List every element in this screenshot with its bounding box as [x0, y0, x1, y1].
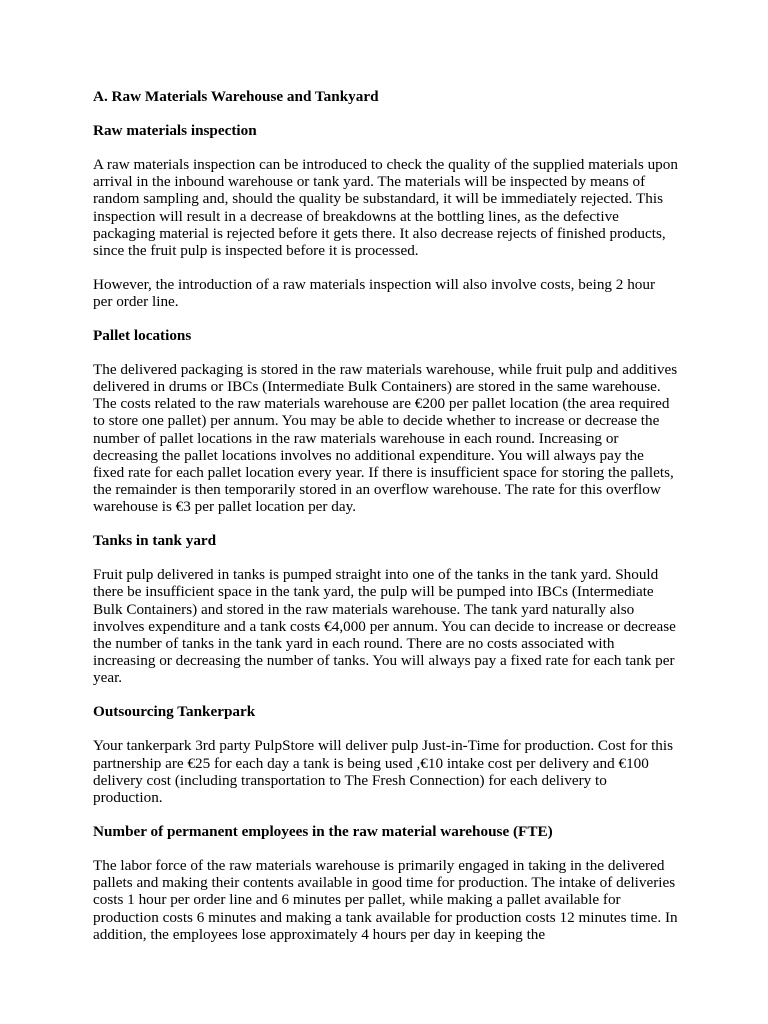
heading-raw-materials-inspection: Raw materials inspection	[93, 121, 257, 139]
paragraph-inspection-costs: However, the introduction of a raw materials inspection will also involve costs, being 2 hour per order line.	[93, 275, 656, 310]
section-heading: A. Raw Materials Warehouse and Tankyard	[93, 88, 379, 105]
paragraph-inspection-intro: A raw materials inspection can be introduced to check the quality of the supplied materials upon arrival in the inbound warehouse or tank yard. The materials will be inspected by means of random sampling and, should the quality be substandard, it will be immediately rejected. This inspection will result in a decrease of breakdowns at the bottling lines, as the defective packaging material is rejected before it gets there. It also decrease rejects of finished products, since the fruit pulp is inspected before it is processed.	[93, 155, 678, 259]
paragraph-tanks: Fruit pulp delivered in tanks is pumped straight into one of the tanks in the tank yard. Should there be insufficient space in the tank yard, the pulp will be pumped into IBCs (Intermediate Bulk Containers) and stored in the raw materials warehouse. The tank yard naturally also involves expenditure and a tank costs €4,000 per annum. You can decide to increase or decrease the number of tanks in the tank yard in each round. There are no costs associated with increasing or decreasing the number of tanks. You will always pay a fixed rate for each tank per year.	[93, 566, 676, 687]
heading-tanks-in-tank-yard: Tanks in tank yard	[93, 532, 217, 550]
heading-permanent-employees: Number of permanent employees in the raw material warehouse (FTE)	[93, 822, 553, 840]
heading-outsourcing-tankerpark: Outsourcing Tankerpark	[93, 703, 256, 721]
paragraph-employees: The labor force of the raw materials warehouse is primarily engaged in taking in the delivered pallets and making their contents available in good time for production. The intake of deliveries costs 1 hour per order line and 6 minutes per pallet, while making a pallet available for production costs 6 minutes and making a tank available for production costs 12 minutes time. In addition, the employees lose approximately 4 hours per day in keeping the	[93, 856, 678, 943]
heading-pallet-locations: Pallet locations	[93, 326, 192, 344]
paragraph-outsourcing: Your tankerpark 3rd party PulpStore will deliver pulp Just-in-Time for production. Cost for this partnership are €25 for each day a tank is being used ,€10 intake cost per delivery and €100 delivery cost (including transportation to The Fresh Connection) for each delivery to production.	[93, 737, 674, 806]
paragraph-pallet-locations: The delivered packaging is stored in the raw materials warehouse, while fruit pulp and additives delivered in drums or IBCs (Intermediate Bulk Containers) are stored in the same warehouse. The costs related to the raw materials warehouse are €200 per pallet location (the area required to store one pallet) per annum. You may be able to decide whether to increase or decrease the number of pallet locations in the raw materials warehouse in each round. Increasing or decreasing the pallet locations involves no additional expenditure. You will always pay the fixed rate for each pallet location every year. If there is insufficient space for storing the pallets, the remainder is then temporarily stored in an overflow warehouse. The rate for this overflow warehouse is €3 per pallet location per day.	[93, 360, 678, 516]
